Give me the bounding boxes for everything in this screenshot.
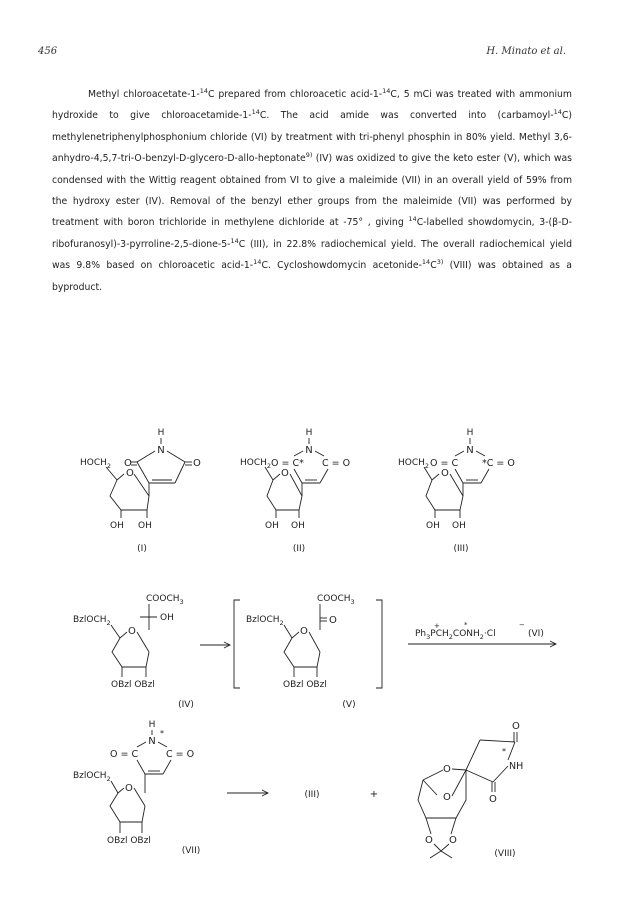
bracket-left: [234, 600, 240, 688]
plus-sign: +: [369, 789, 379, 800]
atom-OBzl-pair: OBzl OBzl: [111, 680, 155, 690]
atom-N: N: [466, 445, 474, 456]
bond: [137, 742, 146, 747]
bond: [450, 474, 463, 496]
text-run: C. Cycloshowdomycin acetonide-: [261, 260, 422, 272]
charge-minus: −: [519, 621, 525, 629]
atom-O: O: [512, 721, 520, 732]
text-run: (IV) was oxidized to give the keto ester (V), which was condensed with the Wittig reagent obtained from VI to give a maleimide (VII) in an overall yield of 59% from the hydroxy ester (IV). Removal of the benzyl ether groups from the maleimide (VII) was performed by treatment with boron trichloride in methylene dichloride at -75° , giving: [52, 153, 572, 229]
bond: [290, 474, 302, 496]
atom-O: O: [443, 792, 451, 803]
isotope-superscript: 14: [408, 215, 417, 224]
atom-O-C: O = C: [110, 749, 139, 760]
atom-OH: OH: [426, 521, 440, 531]
compound-label-I: (I): [137, 544, 147, 554]
ring-bonds: [418, 770, 466, 818]
atom-O: O: [193, 458, 201, 469]
atom-O: O: [449, 835, 457, 846]
bond: [163, 760, 171, 774]
compound-label-II: (II): [292, 544, 306, 554]
isotope-superscript: 14: [251, 108, 260, 117]
bond: [451, 818, 456, 834]
atom-OH: OH: [452, 521, 466, 531]
bond: [120, 632, 127, 638]
atom-C-O: C = O: [322, 458, 351, 469]
bond: [294, 469, 302, 483]
atom-O: O: [443, 764, 451, 775]
atom-O: O: [124, 458, 132, 469]
atom-COOCH3: $COOCH_3$: [146, 594, 184, 606]
atom-N: N: [157, 445, 165, 456]
atom-O: O: [128, 626, 136, 637]
bond: [292, 632, 299, 638]
compound-label-IV: (IV): [178, 700, 194, 710]
atom-OBzl-pair: OBzl OBzl: [283, 680, 327, 690]
text-run: C (III), in 22.8% radiochemical yield. The overall radiochemical yield was 9.8% based on chloroacetic acid-1-: [52, 238, 572, 272]
bond: [137, 760, 145, 774]
bond: [137, 632, 149, 652]
atom-O: O: [425, 835, 433, 846]
atom-OH: OH: [160, 613, 174, 623]
reaction-arrow: [200, 642, 230, 648]
atom-O: O: [125, 783, 133, 794]
isotope-star: *: [464, 621, 468, 629]
text-run: (VIII) was obtained as a byproduct.: [52, 260, 572, 293]
wittig-reagent: [408, 621, 556, 647]
bond: [158, 742, 167, 747]
bond: [426, 818, 431, 834]
isotope-star: *: [160, 729, 164, 738]
atom-O-C: O = C: [430, 458, 459, 469]
structure-II: [240, 428, 350, 554]
bond: [493, 766, 508, 782]
atom-BzlOCH2: BzlOCH$_2$: [73, 615, 111, 627]
atom-OH: OH: [110, 521, 124, 531]
structure-V: [234, 594, 382, 710]
bond: [508, 742, 515, 760]
bond: [118, 788, 124, 793]
atom-H: H: [157, 428, 165, 438]
atom-OBzl-pair: OBzl OBzl: [107, 836, 151, 846]
atom-BzlOCH2: BzlOCH$_2$: [246, 615, 284, 627]
structure-I: [80, 428, 201, 554]
text-run: C prepared from chloroacetic acid-1-: [207, 89, 383, 100]
reaction-arrow: [227, 790, 268, 796]
bond: [441, 844, 449, 851]
bond: [452, 770, 466, 796]
bond: [137, 462, 149, 483]
atom-O: O: [441, 468, 449, 479]
bond: [137, 451, 155, 462]
atom-HOCH2: $HOCH_2$: [80, 458, 112, 470]
bond: [294, 451, 303, 456]
atom-H: H: [466, 428, 474, 438]
bond: [430, 851, 441, 858]
bond: [106, 467, 117, 480]
bond: [423, 780, 437, 795]
atom-HOCH2: $HOCH_2$: [398, 458, 430, 470]
atom-HOCH2: $HOCH_2$: [240, 458, 272, 470]
text-run: C: [430, 260, 437, 272]
atom-NH: NH: [509, 761, 524, 772]
bond: [466, 740, 480, 770]
compound-label-III: (III): [453, 544, 469, 554]
text-run: C, 5 mCi was treated with ammonium hydroxide to give chloroacetamide-1-: [52, 89, 572, 122]
isotope-superscript: 14: [553, 108, 562, 117]
bond: [476, 451, 485, 456]
isotope-superscript: 14: [421, 258, 431, 267]
bond: [455, 469, 463, 483]
bond: [111, 625, 120, 638]
atom-COOCH3: $COOCH_3$: [317, 594, 355, 606]
charge-plus: +: [434, 622, 440, 630]
bond: [117, 474, 124, 480]
atom-OH: OH: [138, 521, 152, 531]
structure-VIII: [418, 721, 523, 859]
bond: [167, 451, 185, 462]
bond: [452, 769, 466, 770]
atom-O: O: [126, 468, 134, 479]
atom-O: O: [329, 615, 337, 626]
atom-O: O: [300, 626, 308, 637]
bond: [134, 474, 149, 496]
bond: [175, 462, 185, 483]
bond: [466, 770, 493, 782]
ring-bonds: [426, 480, 463, 510]
page-number: 456: [38, 46, 58, 57]
isotope-superscript: 14: [253, 258, 262, 267]
structure-IV: [73, 594, 194, 710]
text-run: Methyl chloroacetate-1-: [88, 89, 200, 100]
isotope-superscript: 14: [230, 236, 239, 245]
atom-OH: OH: [265, 521, 279, 531]
isotope-superscript: 14: [199, 87, 208, 95]
bond: [111, 781, 118, 793]
atom-OH: OH: [291, 521, 305, 531]
reagent-formula: $Ph_3PCH_2CONH_2\cdot Cl$: [415, 629, 496, 641]
ring-bonds: [267, 480, 302, 510]
text-run: C-labelled showdomycin, 3-(β-D-ribofuranosyl)-3-pyrroline-2,5-dione-5-: [52, 217, 572, 250]
atom-O-C-star: O = C*: [271, 458, 304, 469]
isotope-superscript: 14: [382, 87, 391, 95]
bracket-right: [376, 600, 382, 688]
compound-label-V: (V): [342, 700, 356, 710]
structure-VII: [73, 720, 200, 856]
bond: [273, 474, 280, 480]
bond: [284, 625, 292, 638]
atom-O: O: [281, 468, 289, 479]
atom-N: N: [148, 736, 156, 747]
ring-bonds: [110, 480, 149, 510]
reagent-label-VI: (VI): [528, 629, 544, 639]
reference-superscript: 3): [436, 258, 444, 267]
running-header-authors: H. Minato et al.: [486, 46, 566, 57]
bond: [309, 632, 320, 652]
atom-star-C-O: *C = O: [482, 458, 515, 469]
atom-C-O: C = O: [166, 749, 195, 760]
bond: [455, 451, 464, 456]
bond: [432, 474, 439, 480]
compound-label-VIII: (VIII): [494, 849, 516, 859]
bond: [134, 788, 145, 806]
bond: [315, 451, 324, 456]
bond: [481, 469, 489, 483]
atom-O: O: [489, 794, 497, 805]
text-run: C. The acid amide was converted into (carbamoyl-: [259, 110, 554, 122]
bond: [441, 851, 452, 858]
bond: [320, 469, 328, 483]
atom-H: H: [305, 428, 313, 438]
product-label-III: (III): [304, 790, 320, 800]
structure-III: [398, 428, 515, 554]
atom-H: H: [148, 720, 156, 730]
bond: [434, 844, 441, 851]
atom-BzlOCH2: BzlOCH$_2$: [73, 771, 111, 783]
atom-N: N: [305, 445, 313, 456]
text-run: C) methylenetriphenylphosphonium chloride (VI) by treatment with tri-phenyl phosphin in 80% yield. Methyl 3,6-anhydro-4,5,7-tri-O-benzyl-D-glycero-D-allo-heptonate: [52, 110, 572, 165]
reference-superscript: 9): [305, 151, 313, 160]
compound-label-VII: (VII): [181, 846, 201, 856]
isotope-star: *: [502, 747, 506, 756]
bond: [480, 740, 515, 742]
bond: [423, 770, 443, 780]
